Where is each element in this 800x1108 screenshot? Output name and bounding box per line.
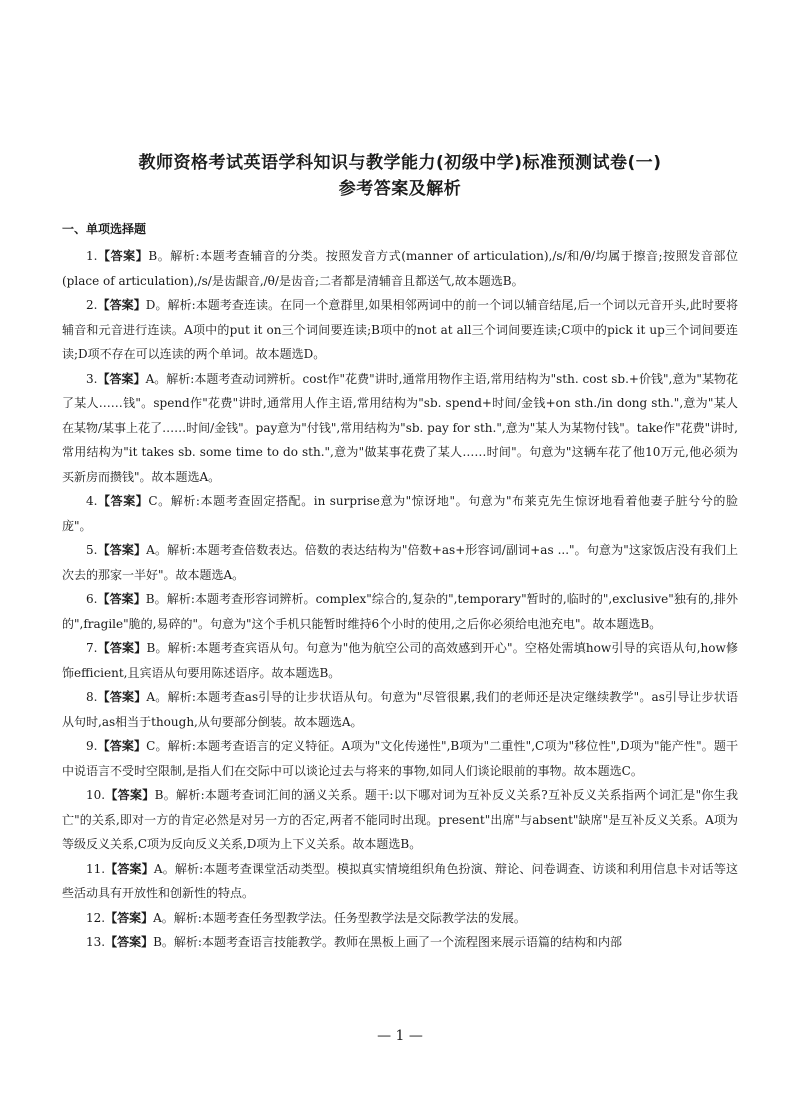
answer-item: 3.【答案】A。解析:本题考查动词辨析。cost作"花费"讲时,通常用物作主语,常用结构为"sth. cost sb.+价钱",意为"某物花了某人……钱"。spend作"花费"讲时,通常用人作主语,常用结构为"sb. spend+时间/金钱+on sth./in dong sth.",意为"某人在某物/某事上花了……时间/金钱"。pay意为"付钱",常用结构为"sb. pay for sth.",意为"某人为某物付钱"。take作"花费"讲时,常用结构为"it takes sb. some time to do sth.",意为"做某事花费了某人……时间"。句意为"这辆车花了他10万元,他必须为买新房而攒钱"。故本题选A。	[62, 371, 738, 484]
answer-list	[62, 244, 738, 955]
document-title: 教师资格考试英语学科知识与教学能力(初级中学)标准预测试卷(一)	[138, 153, 662, 173]
page-number: — 1 —	[377, 1028, 423, 1044]
answer-item: 12.【答案】A。解析:本题考查任务型教学法。任务型教学法是交际教学法的发展。	[86, 910, 526, 925]
answer-item: 5.【答案】A。解析:本题考查倍数表达。倍数的表达结构为"倍数+as+形容词/副词+as ..."。句意为"这家饭店没有我们上次去的那家一半好"。故本题选A。	[62, 543, 738, 582]
answer-item: 11.【答案】A。解析:本题考查课堂活动类型。模拟真实情境组织角色扮演、辩论、问卷调查、访谈和利用信息卡对话等这些活动具有开放性和创新性的特点。	[62, 861, 738, 900]
answer-item: 2.【答案】D。解析:本题考查连读。在同一个意群里,如果相邻两词中的前一个词以辅音结尾,后一个词以元音开头,此时要将辅音和元音进行连读。A项中的put it on三个词间要连读;B项中的not at all三个词间要连读;C项中的pick it up三个词间要连读;D项不存在可以连读的两个单词。故本题选D。	[62, 298, 738, 361]
answer-item: 1.【答案】B。解析:本题考查辅音的分类。按照发音方式(manner of articulation),/s/和/θ/均属于擦音;按照发音部位(place of articulation),/s/是齿龈音,/θ/是齿音;二者都是清辅音且都送气,故本题选B。	[62, 249, 738, 288]
answer-item: 4.【答案】C。解析:本题考查固定搭配。in surprise意为"惊讶地"。句意为"布莱克先生惊讶地看着他妻子脏兮兮的脸庞"。	[62, 494, 738, 533]
answer-item: 13.【答案】B。解析:本题考查语言技能教学。教师在黑板上画了一个流程图来展示语篇的结构和内部	[86, 935, 622, 949]
answer-item: 9.【答案】C。解析:本题考查语言的定义特征。A项为"文化传递性",B项为"二重性",C项为"移位性",D项为"能产性"。题干中说语言不受时空限制,是指人们在交际中可以谈论过去与将来的事物,如同人们谈论眼前的事物。故本题选C。	[62, 739, 738, 778]
answer-item: 7.【答案】B。解析:本题考查宾语从句。句意为"他为航空公司的高效感到开心"。空格处需填how引导的宾语从句,how修饰efficient,且宾语从句要用陈述语序。故本题选B。	[62, 641, 738, 680]
answer-item: 10.【答案】B。解析:本题考查词汇间的涵义关系。题干:以下哪对词为互补反义关系?互补反义关系指两个词汇是"你生我亡"的关系,即对一方的肯定必然是对另一方的否定,两者不能同时出现。present"出席"与absent"缺席"是互补反义关系。A项为等级反义关系,C项为反向反义关系,D项为上下义关系。故本题选B。	[62, 788, 738, 851]
answer-item: 6.【答案】B。解析:本题考查形容词辨析。complex"综合的,复杂的",temporary"暂时的,临时的",exclusive"独有的,排外的",fragile"脆的,易碎的"。句意为"这个手机只能暂时维持6个小时的使用,之后你必须给电池充电"。故本题选B。	[62, 592, 738, 631]
answer-item: 8.【答案】A。解析:本题考查as引导的让步状语从句。句意为"尽管很累,我们的老师还是决定继续教学"。as引导让步状语从句时,as相当于though,从句要部分倒装。故本题选A。	[62, 690, 738, 729]
document-subtitle: 参考答案及解析	[338, 179, 462, 199]
section-heading: 一、单项选择题	[62, 222, 147, 236]
